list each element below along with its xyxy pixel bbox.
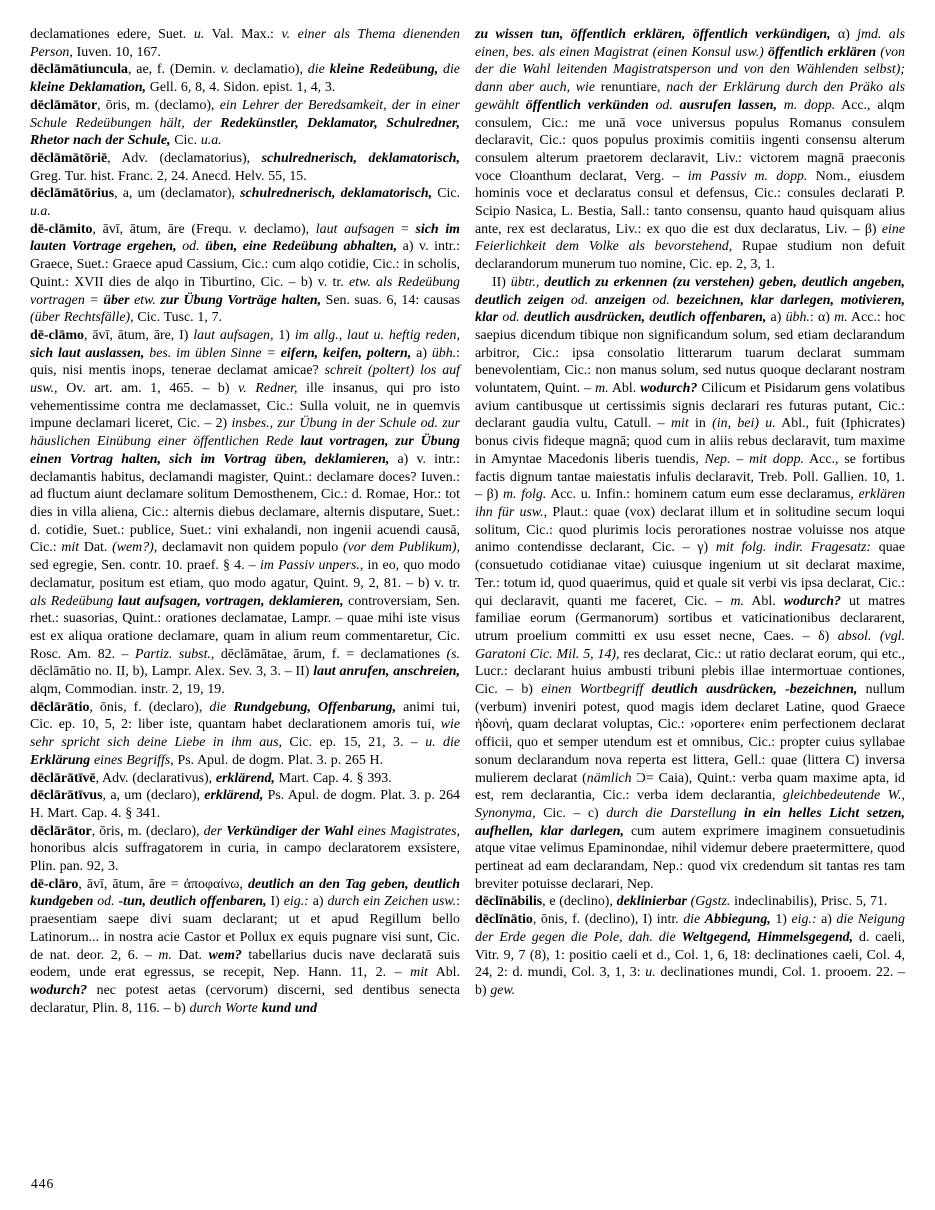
text-segment: schulrednerisch, deklamatorisch,	[240, 186, 433, 202]
text-segment: Cic. ep. 15, 21, 3. –	[282, 735, 426, 751]
text-segment: v.	[238, 221, 248, 237]
text-segment: , e (declino),	[542, 894, 617, 910]
text-segment: mit	[670, 416, 689, 432]
text-segment: , a, um (declamator),	[114, 186, 241, 202]
text-segment: a) v. intr.: Graece, Suet.: Graece apud Cassium, Cic.: cum alqo cotidie, Cic.: in scholis, Quint.: XVII dies de alqo in Tiburtino, Cic. – b) v. tr.	[30, 239, 460, 290]
text-segment: im Passiv m. dopp.	[687, 168, 808, 184]
headword: dēclāmātōriē	[30, 150, 108, 166]
text-segment: cum autem exprimere imaginem consuetudinis atque vitae velimus Epaminondae, nihil videmur debere praetermittere, quod pertineat ad eam declarandam, Nep.: quod vix credendum sit tantas res tam breviter potuisse declarari, Nep.	[475, 823, 905, 892]
text-segment: die	[307, 62, 330, 78]
text-segment: renuntiare,	[595, 80, 667, 96]
headword: dēclāmātiuncula	[30, 62, 129, 78]
text-segment: declinationes mundi, Col. 1. prooem. 22. – b)	[475, 965, 906, 998]
text-segment: Ps. Apul. de dogm. Plat. 3. p. 265 H.	[173, 752, 384, 768]
text-segment: Cic. Tusc. 1, 7.	[133, 310, 222, 326]
dictionary-entry	[475, 911, 905, 1000]
text-segment: a)	[766, 310, 786, 326]
text-segment: m.	[158, 947, 172, 963]
text-segment: ille insanus, qui pro isto vehementissime contra me declamasset, Cic.: Sulla voluit, ne in quemvis impune declamari liceret, Cic. – 2)	[30, 381, 460, 432]
text-segment: declamationes edere, Suet.	[30, 27, 194, 42]
text-segment: (wem?),	[112, 540, 158, 556]
dictionary-entry	[30, 787, 460, 822]
text-segment: m.	[834, 310, 848, 326]
text-segment: : praesentiam saepe divi suam declarant; ut et apud Regillum bello Latinorum... in nostra acie Castor et Pollux ex equis pugnare visi sunt, Cic. de nat. deor. 2, 6. –	[30, 894, 460, 963]
text-segment: , ōris, m. (declaro),	[91, 823, 204, 839]
dictionary-entry	[30, 876, 460, 1018]
text-segment: im allg., laut u. heftig reden,	[294, 327, 460, 343]
text-segment: od.	[176, 239, 206, 255]
text-segment: tabellarius ducis nave declaratā suis eodem, unde erat egressus, se recepit, Nep. Hann. 11, 2. –	[30, 947, 460, 981]
dictionary-entry	[30, 699, 460, 770]
headword: dēclāmātor	[30, 97, 98, 113]
text-segment: u. die	[425, 735, 460, 751]
text-segment: öffentlich verkünden	[525, 97, 649, 113]
text-segment: in	[688, 416, 713, 432]
text-segment: Mart. Cap. 4. § 393.	[274, 770, 392, 786]
headword: dēclīnātio	[475, 912, 533, 928]
text-segment: a) v. intr.: declamantis habitus, declamandi magister, Quint.: declamare doces? Iuven.: ad fluctum aiunt declamare solitum Demosthenem, Cic.: d. Romae, Hor.: tot dies in villa aliena, Cic.: alternis diebus declamare, alternis disputare, Suet.: d. cotidie, Suet.: publice, Suet.: vini exhalandi, non ingenii acuendi causā, Cic.:	[30, 451, 461, 556]
dictionary-entry	[30, 150, 460, 185]
text-segment: dēclāmātae, ārum, f. = declamationes	[214, 646, 447, 662]
text-segment: –	[730, 451, 750, 467]
text-segment: laut vortragen, zur Übung einen Vortrag halten, sich im Vortrag üben, deklamieren,	[30, 434, 461, 467]
text-segment: , ōris, m. (declamo),	[97, 97, 220, 113]
text-segment: declamo),	[247, 221, 316, 237]
text-segment: , āvī, ātum, āre = ἀποφαίνω,	[78, 876, 248, 892]
text-segment: Val. Max.:	[204, 27, 282, 42]
page-number: 446	[31, 1176, 55, 1191]
text-segment: erklärend,	[204, 788, 264, 804]
text-segment: a)	[816, 912, 837, 928]
headword: dēclārātor	[30, 823, 92, 839]
text-segment: deutlich an den Tag geben, deutlich kundgeben	[30, 876, 461, 910]
text-segment: (von der die Wahl leitenden Magistratsperson und von den Wählenden selbst); dann aber auch, wie	[475, 44, 905, 96]
text-segment: m. folg.	[503, 487, 547, 503]
text-segment: Rupae studium non defuit declarandorum munerum tuo nomine, Cic. ep. 2, 3, 1.	[475, 239, 905, 273]
text-segment: die	[438, 62, 460, 78]
dictionary-entry	[30, 185, 460, 220]
text-segment: einen Wortbegriff	[541, 682, 652, 698]
text-segment: Plaut.: quae (vox) declarat illum et in solitudine secum loqui solitum, Cic.: quod plurimis locis perorationes nostrae voluisse nos atque animo contendisse declarant, Cic. – γ)	[475, 504, 906, 556]
text-segment: Verkündiger der Wahl	[226, 823, 354, 839]
text-segment: mit folg. indir. Fragesatz:	[715, 540, 872, 556]
dictionary-entry	[30, 823, 460, 876]
text-segment: Greg. Tur. hist. Franc. 2, 24. Anecd. Helv. 55, 15.	[30, 168, 307, 184]
left-column	[30, 26, 460, 1017]
text-segment: etw.	[134, 292, 161, 308]
dictionary-entry	[30, 61, 460, 96]
text-segment: Ps. Apul. de dogm. Plat. 3. p. 264 H. Mart. Cap. 4. § 341.	[30, 788, 460, 821]
text-segment: kleine Deklamation,	[30, 80, 147, 96]
text-segment: öffentlich erklären	[767, 44, 877, 60]
text-segment: mit	[410, 965, 428, 981]
text-segment: I)	[266, 894, 284, 910]
text-segment: u.	[193, 27, 205, 42]
text-segment: , Adv. (declamatorius),	[107, 150, 262, 166]
dictionary-entry	[30, 770, 460, 788]
text-segment: kund und	[261, 1000, 318, 1016]
text-segment: Dat.	[171, 947, 209, 963]
text-segment: in eo, quo modo declamatur, positum est etiam, quo modo agatur, Quint. 9, 2, 81. – b) v. tr.	[30, 558, 461, 591]
text-segment: od.	[498, 310, 524, 326]
text-segment: wem?	[208, 947, 242, 963]
text-segment: sed egregie, Sen. contr. 10. praef. § 4. –	[30, 558, 260, 574]
text-segment: a)	[308, 894, 328, 910]
text-segment: Cic.	[432, 186, 460, 202]
text-segment: erklären ihn für usw.,	[475, 487, 906, 520]
text-segment: -tun, deutlich offenbaren,	[118, 894, 267, 910]
headword: dē-clāmo	[30, 327, 85, 343]
dictionary-entry	[475, 893, 905, 911]
dictionary-entry	[30, 327, 460, 699]
text-segment: , āvī, ātum, āre (Frequ.	[92, 221, 239, 237]
text-segment: Cic.	[170, 133, 201, 149]
text-segment: Rundgebung, Offenbarung,	[233, 699, 397, 715]
text-segment: laut aufsagen, vortragen, deklamieren,	[117, 593, 344, 609]
text-segment: durch ein Zeichen usw.	[327, 894, 457, 910]
text-segment: , ae, f. (Demin.	[128, 62, 221, 78]
text-segment: , Adv. (declarativus),	[95, 770, 216, 786]
text-segment: bezeichnen, klar darlegen, motivieren, klar	[475, 292, 905, 326]
text-segment: m. dopp.	[776, 97, 836, 113]
text-segment: dēclāmātio no. II, b), Lampr. Alex. Sev. 3, 3. – II)	[30, 664, 314, 680]
text-segment: eig.:	[791, 912, 817, 928]
text-segment: m.	[730, 593, 744, 609]
text-segment: α)	[830, 27, 858, 42]
text-segment: d. caeli, Vitr. 9, 7 (8), 1: positio caeli et d., Col. 1, 6, 18: declinationes caeli, Col. 4, 24, 2: d. mundi, Col. 3, 1, 3:	[475, 929, 905, 981]
text-segment: Abl., fuit (Iphicrates) bonus civis fideque magnā; quod cum in aliis rebus declaravit, tum maxime in Amyntae Macedonis liberis tuendis,	[475, 416, 905, 467]
text-segment: eine Feierlichkeit dem Volke als bevorstehend,	[475, 221, 905, 255]
text-segment: declamavit non quidem populo	[157, 540, 343, 556]
text-segment: eines Magistrates,	[353, 823, 460, 839]
text-segment: (Ggstz.	[686, 894, 731, 910]
text-segment: Abbiegung,	[704, 912, 771, 928]
text-segment: nach der Erklärung durch den Präko als gewählt	[475, 80, 905, 113]
text-segment: sich im lauten Vortrage ergehen,	[30, 221, 460, 255]
text-segment: jmd. als einen, bes. als einen Magistrat (einen Konsul usw.)	[475, 27, 905, 60]
text-segment: deutlich ausdrücken, -bezeichnen,	[651, 682, 858, 698]
text-segment: insbes., zur Übung in der Schule od. zur häuslichen Einübung einer öffentlichen Rede	[30, 416, 460, 450]
text-segment: über	[103, 292, 135, 308]
text-segment: Nep.	[704, 451, 731, 467]
text-segment: 1)	[770, 912, 792, 928]
text-segment: Abl.	[608, 381, 641, 397]
dictionary-entry	[30, 26, 460, 61]
text-segment: (vor dem Publikum),	[342, 540, 461, 556]
text-segment: Cic. – c)	[535, 805, 607, 821]
text-segment: honoribus alcis suffragatorem in curia, in campo declaratorem exsistere, Plin. pan. 92, 3.	[30, 841, 460, 875]
text-segment: gleichbedeutende W., Synonyma,	[475, 788, 905, 821]
text-segment: Abl.	[744, 593, 784, 609]
text-segment: die Neigung der Erde gegen die Pole, dah. die	[475, 912, 905, 945]
text-segment: im Passiv unpers.,	[259, 558, 364, 574]
text-segment: durch die Darstellung	[606, 805, 745, 821]
text-segment: quae (consuetudo cotidianae vitae) cuiusque ingenium ut sit declarat maxime, Ter.: totum id, quod quaerimus, quid et quale sit verbi vis ipsa declarat, Cic.: qui declaravit, quanti me faceret, Cic. –	[475, 540, 905, 609]
text-segment: res declarat, Cic.: ut ratio declarat eorum, qui etc., Lucr.: declarant huius ambusti tribuni plebis illae intermortuae contiones, Cic. – b)	[475, 646, 905, 698]
text-segment: Weltgegend, Himmelsgegend,	[681, 929, 854, 945]
text-segment: Sen. suas. 6, 14: causas	[321, 292, 460, 308]
text-segment: kleine Redeübung,	[329, 62, 439, 78]
text-segment: der	[203, 823, 227, 839]
text-segment: anzeigen	[594, 292, 646, 308]
text-segment: alqm, Commodian. instr. 2, 19, 19.	[30, 682, 225, 698]
text-segment: laut aufsagen	[315, 221, 395, 237]
text-segment: controversiam, Sen. rhet.: suasorias, Quint.: orationes declamatae, Lampr. – quae mihi iste visus est ex aliqua oratione declamare, quam in alium reum commentaretur, Cic. Rosc. Am. 82. –	[30, 593, 461, 662]
text-segment: Cilicum et Pisidarum gens volatibus avium cantibusque ut certissimis signis declarari res futuras putant, Cic.: declarant gaudia vultu, Catull. –	[475, 381, 906, 432]
text-segment: v. Redner,	[238, 381, 298, 397]
right-column	[475, 26, 905, 1017]
text-segment: deutlich ausdrücken, deutlich offenbaren,	[523, 310, 767, 326]
text-segment: durch Worte	[189, 1000, 262, 1016]
text-segment: laut anrufen, anschreien,	[313, 664, 460, 680]
text-segment: schulrednerisch, deklamatorisch,	[261, 150, 460, 166]
text-segment: übh.	[785, 310, 810, 326]
text-segment: od.	[648, 97, 680, 113]
text-segment: : quis, nisi mentis inops, tenerae declamat amicae?	[30, 345, 461, 379]
text-segment: ut matres familiae eorum (Germanorum) sortibus et vaticinationibus declararent, utrum proelium committi ex usu esset necne, Caes. – δ)	[475, 593, 905, 644]
headword: dēclārātīvus	[30, 788, 103, 804]
text-segment: wodurch?	[640, 381, 698, 397]
text-segment: üben, eine Redeübung abhalten,	[205, 239, 398, 255]
text-segment: m.	[595, 381, 609, 397]
text-segment: declamatio),	[229, 62, 308, 78]
text-segment: Partiz. subst.,	[134, 646, 215, 662]
text-segment: a)	[411, 345, 432, 361]
text-segment: u.a.	[30, 204, 51, 220]
text-segment: Gell. 6, 8, 4. Sidon. epist. 1, 4, 3.	[146, 80, 336, 96]
text-segment: Redekünstler, Deklamator, Schulredner, Rhetor nach der Schule,	[30, 115, 460, 149]
text-segment: , ōnis, f. (declaro),	[89, 699, 210, 715]
text-segment: indeclinabilis), Prisc. 5, 71.	[730, 894, 888, 910]
text-segment: laut aufsagen,	[193, 327, 274, 343]
text-segment: zu wissen tun, öffentlich erklären, öffentlich verkündigen,	[475, 27, 831, 42]
headword: dēclārātio	[30, 699, 90, 715]
text-segment: deutlich zu erkennen (zu verstehen) geben, deutlich angeben, deutlich zeigen	[475, 274, 905, 308]
headword: dē-clāro	[30, 876, 79, 892]
text-segment: eig.:	[283, 894, 309, 910]
text-segment: nec potest aetas (cervorum) discerni, sed dentibus senecta declaratur, Plin. 8, 116. – b)	[30, 982, 460, 1016]
text-segment: nullum (verbum) inveniri potest, quod magis idem declaret Latine, quod Graece ἡδονή, quam declarat voluptas, Cic.: ›oportere‹ enim perfectionem declarat officii, quo et semper utendum est et omnibus, Cic.: propter cuius syllabae sonum declarandum nova reperta est littera, Gell.: quae (littera C) inversa mulierem declarat (	[475, 682, 905, 786]
text-segment: Erklärung	[30, 752, 91, 768]
text-segment: Ɔ= Caia), Quint.: verba quam maxime apta, id est, rem declarantia, Cic.: verba idem declarantia,	[475, 770, 905, 804]
text-segment: ein Lehrer der Beredsamkeit, der in einer Schule Redeübungen hält, der	[30, 97, 460, 131]
text-segment: wie sehr spricht sich deine Liebe in ihm aus,	[30, 717, 460, 751]
text-segment: od.	[645, 292, 677, 308]
dictionary-entry	[30, 97, 460, 150]
text-segment: zur Übung Vorträge halten,	[160, 292, 322, 308]
text-segment: , āvī, ātum, āre, I)	[84, 327, 194, 343]
text-segment: od.	[93, 894, 119, 910]
text-segment: als Redeübung	[30, 593, 118, 609]
text-segment: (in, bei) u.	[712, 416, 776, 432]
text-segment: =	[394, 221, 416, 237]
text-segment: od.	[564, 292, 595, 308]
text-segment: animi tui, Cic. ep. 10, 5, 2: liber iste, quantam habet declarationem amoris tui,	[30, 699, 460, 733]
text-segment: u.a.	[200, 133, 222, 149]
text-segment: wodurch?	[783, 593, 841, 609]
text-segment: , a, um (declaro),	[102, 788, 205, 804]
dictionary-entry	[475, 26, 905, 274]
text-segment: eifern, keifen, poltern,	[280, 345, 412, 361]
text-segment: ausrufen lassen,	[679, 97, 777, 113]
text-segment: absol. (vgl. Garatoni Cic. Mil. 5, 14),	[475, 628, 905, 662]
text-segment: Acc., alqm consulem, Cic.: me unā voce universus populus Romanus consulem declaravit, Cic.: quos populus proximis comitiis ingenti consensu alterum consulem alterum praetorem declaravit, Liv.: victorem magnā praeconis voce Cloanthum declarat, Verg. –	[475, 97, 905, 184]
text-segment: nämlich	[586, 770, 632, 786]
text-segment: die	[683, 912, 705, 928]
text-segment: Abl.	[427, 965, 461, 981]
text-segment: u.	[645, 965, 656, 981]
text-segment: , ōnis, f. (declino), I) intr.	[532, 912, 684, 928]
text-segment: v. einer als Thema dienenden Person,	[30, 27, 460, 60]
two-column-text-area	[30, 26, 908, 1017]
text-segment: Acc., se fortibus factis dignum tantae maiestatis infulis declaravit, Treb. Poll. Gallien. 10, 1. – β)	[475, 451, 905, 503]
dictionary-entry	[30, 221, 460, 327]
headword: dē-clāmito	[30, 221, 93, 237]
text-segment: II)	[492, 274, 511, 290]
text-segment: Nom., eiusdem hominis voce et declaratus consul et defensus, Cic.: consules declarati P. Scipio Nasica, L. Bestia, Sall.: tanto consensu, quanto haud quisquam alius ante, rex est declaratus, Liv.: ex quo die est dux declaratus, Liv. – β)	[475, 168, 905, 237]
text-segment: mit	[61, 540, 80, 556]
text-segment: die	[209, 699, 234, 715]
headword: dēclāmātōrius	[30, 186, 115, 202]
dictionary-entry	[475, 274, 905, 894]
headword: dēclārātīvē	[30, 770, 96, 786]
text-segment: 1)	[273, 327, 295, 343]
text-segment: Ov. art. am. 1, 465. – b)	[57, 381, 239, 397]
text-segment: sich laut auslassen,	[30, 345, 145, 361]
text-segment: wodurch?	[30, 982, 88, 998]
text-segment: in ein helles Licht setzen, aufhellen, klar darlegen,	[475, 805, 905, 839]
text-segment: schreit (poltert) los auf usw.,	[30, 363, 460, 397]
text-segment: : α)	[809, 310, 835, 326]
text-segment: mit dopp.	[749, 451, 805, 467]
text-segment: (s.	[446, 646, 460, 662]
text-segment: Dat.	[79, 540, 113, 556]
text-segment: Iuven. 10, 167.	[72, 44, 161, 60]
text-segment: gew.	[490, 982, 516, 998]
text-segment: erklärend,	[215, 770, 275, 786]
text-segment: übtr.,	[510, 274, 545, 290]
headword: dēclīnābilis	[475, 894, 543, 910]
text-segment: etw. als Redeübung vortragen =	[30, 274, 460, 308]
text-segment: Acc. u. Infin.: hominem catum eum esse declaramus,	[546, 487, 859, 503]
text-segment: (über Rechtsfälle),	[30, 310, 134, 326]
text-segment: übh.	[431, 345, 457, 361]
text-segment: bes. im üblen Sinne =	[144, 345, 281, 361]
text-segment: deklinierbar	[616, 894, 687, 910]
text-segment: Acc.: hoc saepius dicendum tibique non significandum solum, sed etiam declarandum arbitror, Cic.: ipsa consolatio litterarum tuarum declarat summam benevolentiam, Cic.: non manus solum, sed nutus quoque declarant nostram voluntatem, Quint. –	[475, 310, 906, 397]
text-segment: v.	[220, 62, 230, 78]
text-segment: eines Begriffs,	[90, 752, 174, 768]
